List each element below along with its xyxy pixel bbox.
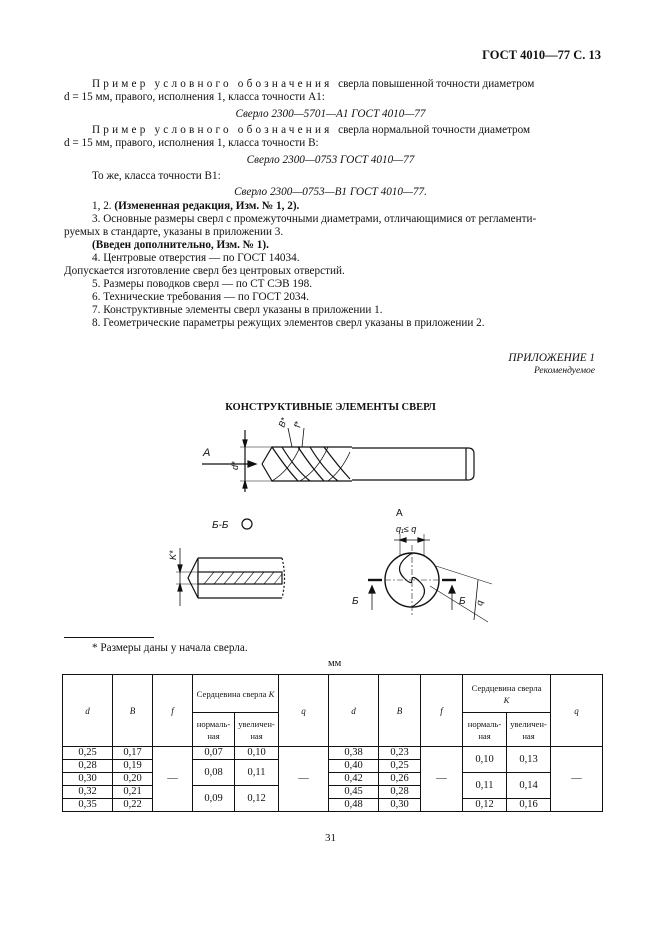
paragraph-5: 5. Размеры поводков сверл — по СТ СЭВ 198. (92, 278, 312, 290)
diameter-dimension (240, 430, 272, 492)
table-row (63, 773, 603, 786)
cell-b: 0,20 (113, 773, 153, 786)
core-thickness-label: K* (168, 550, 178, 560)
cell-d: 0,30 (63, 773, 113, 786)
core-label: Сердцевина сверла (196, 688, 267, 699)
paragraph-8: 8. Геометрические параметры режущих элементов сверл указаны в приложении 2. (92, 317, 485, 329)
col-b-left: B (113, 675, 153, 747)
col-core-right (463, 675, 551, 713)
section-title: КОНСТРУКТИВНЫЕ ЭЛЕМЕНТЫ СВЕРЛ (225, 402, 436, 413)
table-row (63, 747, 603, 760)
cell-k-increased: 0,16 (507, 799, 551, 812)
cell-k-increased: 0,13 (507, 747, 551, 773)
cell-b: 0,17 (113, 747, 153, 760)
col-f-left: f (153, 675, 193, 747)
cell-b: 0,28 (379, 786, 421, 799)
rotation-icon (242, 519, 252, 529)
drill-body (262, 447, 352, 481)
paragraph-3-amendment: (Введен дополнительно, Изм. № 1). (92, 239, 269, 251)
paragraph-1-2-number: 1, 2. (92, 200, 112, 212)
cell-k-normal: 0,09 (193, 786, 235, 812)
cell-d: 0,42 (329, 773, 379, 786)
page-number: 31 (325, 832, 336, 844)
cell-d: 0,35 (63, 799, 113, 812)
cell-q: — (279, 747, 329, 812)
cell-d: 0,40 (329, 760, 379, 773)
section-b-b (176, 548, 285, 606)
example-1-lead: Пример условного обозначения (92, 78, 333, 90)
cell-b: 0,19 (113, 760, 153, 773)
col-increased-left: увеличен- ная (235, 713, 279, 747)
core-k-label: K (503, 694, 510, 705)
cell-b: 0,26 (379, 773, 421, 786)
width-label: B* (276, 416, 290, 429)
view-a-arrow-label: А (203, 447, 211, 459)
same-class-text: То же, класса точности В1: (92, 170, 221, 182)
cell-d: 0,25 (63, 747, 113, 760)
cell-d: 0,28 (63, 760, 113, 773)
cell-b: 0,30 (379, 799, 421, 812)
section-label: Б-Б (212, 520, 229, 531)
appendix-status: Рекомендуемое (533, 366, 595, 376)
view-a-title: А (396, 508, 403, 519)
page-header: ГОСТ 4010—77 С. 13 (482, 48, 601, 62)
cell-q: — (551, 747, 603, 812)
dimensions-table (62, 674, 603, 812)
cell-b: 0,23 (379, 747, 421, 760)
cell-k-normal: 0,10 (463, 747, 507, 773)
footnote: * Размеры даны у начала сверла. (92, 642, 248, 654)
appendix-title: ПРИЛОЖЕНИЕ 1 (508, 352, 595, 364)
col-d-left: d (63, 675, 113, 747)
table-row (63, 799, 603, 812)
cell-d: 0,32 (63, 786, 113, 799)
example-2-rest: сверла нормальной точности диаметром (338, 124, 531, 136)
cell-k-normal: 0,11 (463, 773, 507, 799)
paragraph-7: 7. Конструктивные элементы сверл указаны в приложении 1. (92, 304, 383, 316)
f-leader (302, 428, 304, 447)
cell-d: 0,48 (329, 799, 379, 812)
paragraph-3-line-2: руемых в стандарте, указаны в приложении 3. (64, 226, 284, 238)
example-1-line-2: d = 15 мм, правого, исполнения 1, класса точности А1: (64, 91, 325, 103)
cell-d: 0,45 (329, 786, 379, 799)
cell-k-increased: 0,10 (235, 747, 279, 760)
col-normal-left: нормаль- ная (193, 713, 235, 747)
cell-k-increased: 0,14 (507, 773, 551, 799)
core-k-label: K (268, 688, 275, 699)
cell-b: 0,22 (113, 799, 153, 812)
cell-k-normal: 0,12 (463, 799, 507, 812)
cell-b: 0,25 (379, 760, 421, 773)
cell-k-normal: 0,07 (193, 747, 235, 760)
section-mark-right: Б (459, 596, 466, 607)
core-label: Сердцевина сверла (471, 682, 542, 693)
paragraph-3-line-1: 3. Основные размеры сверл с промежуточными диаметрами, отличающимися от регламенти- (92, 213, 537, 225)
cell-f: — (421, 747, 463, 812)
col-d-right: d (329, 675, 379, 747)
example-2-line-2: d = 15 мм, правого, исполнения 1, класса точности В: (64, 137, 319, 149)
drill-shank (352, 448, 474, 480)
example-1-code: Сверло 2300—5701—А1 ГОСТ 4010—77 (235, 108, 426, 120)
paragraph-1-2-amendment: (Измененная редакция, Изм. № 1, 2). (114, 200, 300, 212)
col-f-right: f (421, 675, 463, 747)
example-2-code: Сверло 2300—0753 ГОСТ 4010—77 (246, 154, 415, 166)
end-view-a (368, 534, 492, 622)
col-normal-right: нормаль- ная (463, 713, 507, 747)
cell-k-increased: 0,11 (235, 760, 279, 786)
cell-f: — (153, 747, 193, 812)
f-label: f* (292, 420, 304, 429)
col-core-left (193, 675, 279, 713)
diameter-label: d* (230, 461, 240, 470)
view-a-arrow (202, 461, 256, 467)
table-header-row (63, 675, 603, 713)
units-label: мм (328, 658, 342, 669)
paragraph-4-note: Допускается изготовление сверл без центровых отверстий. (64, 265, 345, 277)
paragraph-6: 6. Технические требования — по ГОСТ 2034. (92, 291, 309, 303)
cell-k-normal: 0,08 (193, 760, 235, 786)
col-b-right: B (379, 675, 421, 747)
col-q-right: q (551, 675, 603, 747)
footnote-divider (64, 637, 154, 638)
paragraph-4: 4. Центровые отверстия — по ГОСТ 14034. (92, 252, 300, 264)
example-3-code: Сверло 2300—0753—В1 ГОСТ 4010—77. (234, 186, 427, 198)
example-2-lead: Пример условного обозначения (92, 124, 333, 136)
q1-relation: q₁≤ q (396, 524, 417, 534)
col-q-left: q (279, 675, 329, 747)
cell-k-increased: 0,12 (235, 786, 279, 812)
cell-d: 0,38 (329, 747, 379, 760)
section-mark-left: Б (352, 596, 359, 607)
q-label: q (474, 599, 485, 607)
b-leader (288, 428, 292, 447)
example-1-rest: сверла повышенной точности диаметром (338, 78, 535, 90)
cell-b: 0,21 (113, 786, 153, 799)
col-increased-right: увеличен- ная (507, 713, 551, 747)
